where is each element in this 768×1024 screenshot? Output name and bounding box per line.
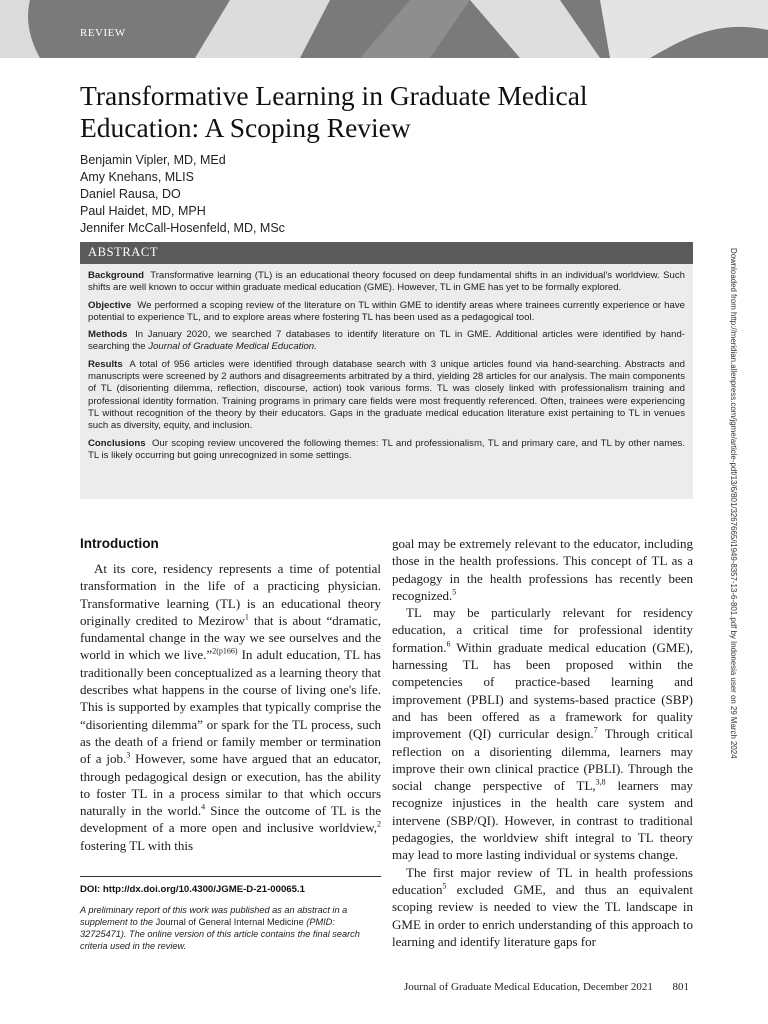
abstract-box bbox=[80, 242, 693, 499]
abstract-objective bbox=[88, 300, 685, 325]
author-name: Paul Haidet, MD, MPH bbox=[80, 204, 206, 218]
article-title: Transformative Learning in Graduate Medical Education: A Scoping Review bbox=[80, 80, 588, 143]
abstract-results bbox=[88, 359, 685, 433]
download-note: Downloaded from http://meridian.allenpress.com/jgme/article-pdf/13/6/801/3267665/i1949-8357-13-6-801.pdf by Indonesia user on 29 March 2024 bbox=[729, 248, 738, 759]
journal-name: Journal of Graduate Medical Education. bbox=[148, 341, 317, 353]
abstract-text: In January 2020, we searched 7 databases to identify literature on TL in GME. Additional articles were identified by hand-searching the bbox=[88, 329, 685, 353]
abstract-heading: ABSTRACT bbox=[80, 242, 693, 264]
footnote-text: A preliminary report of this work was published as an abstract in a supplement to the bbox=[80, 905, 348, 927]
abstract-text: Transformative learning (TL) is an educational theory focused on deep fundamental shifts in an individual's worldview. Such shifts are well known to occur within graduate medical education (GME). However, TL in GME has yet to be formally explored. bbox=[88, 270, 685, 294]
footnote-divider bbox=[80, 876, 381, 877]
section-label: REVIEW bbox=[80, 27, 126, 39]
footnote bbox=[80, 904, 381, 952]
author-name: Benjamin Vipler, MD, MEd bbox=[80, 153, 226, 167]
download-watermark bbox=[731, 248, 745, 778]
header-band bbox=[0, 0, 768, 58]
footnote-text: (PMID: 32725471). The online version of this article contains the final search criteria used in the review. bbox=[80, 917, 360, 951]
body-column-left: At its core, residency represents a time of potential transformation in the life of a practicing physician. Transformative learning (TL) is an educational theory originally credited to Mezirow$^1$ that is about “dramatic, fundamental change in the way we see ourselves and the world in which we live.”$^{2(p166)}$ In adult education, TL has traditionally been conceptualized as a learning theory that describes what happens in the course of living one's life. This is supported by examples that typically comprise the “disorienting dilemma” or spark for the TL process, such as the death of a friend or family member or termination of a job.$^3$ However, some have argued that an educator, through pedagogical design or execution, has the ability to foster TL in a process similar to that which occurs naturally in the world.$^4$ Since the outcome of TL is the development of a more open and inclusive worldview,$^2$ fostering TL with this bbox=[80, 561, 382, 853]
footnote-journal: Journal of General Internal Medicine bbox=[155, 917, 304, 927]
abstract-label: Conclusions bbox=[88, 437, 146, 449]
abstract-label: Results bbox=[88, 358, 123, 370]
abstract-methods bbox=[88, 329, 685, 354]
author-name: Amy Knehans, MLIS bbox=[80, 170, 194, 184]
abstract-background bbox=[88, 270, 685, 295]
abstract-label: Objective bbox=[88, 299, 132, 311]
doi-link[interactable]: DOI: http://dx.doi.org/10.4300/JGME-D-21-00065.1 bbox=[80, 884, 305, 895]
body-column-right: goal may be extremely relevant to the educator, including those in the health professions. This concept of TL as a pedagogy in the health professions has recently been recognized.$^5$ TL may be particularly relevant for residency education, a critical time for professional identity formation.$^6$ Within graduate medical education (GME), harnessing TL has been proposed within the competencies of practice-based learning and improvement (PBLI) and systems-based practice (SBP) and has been offered as a framework for quality improvement (QI) curricular design.$^7$ Through critical reflection on a disorienting dilemma, learners may improve their own clinical practice (PBLI). Through the social change perspective of TL,$^{3,8}$ learners may recognize injustices in the health care system and intervene (SBP/QI). However, in contrast to traditional pedagogies, the worldview shift integral to TL theory may lead to more lasting individual or systems change. The first major review of TL in health professions education$^5$ excluded GME, and thus an equivalent scoping review is needed to view the TL landscape in GME in order to enrich understanding of this approach to learning and identify literature gaps for bbox=[392, 536, 694, 949]
page-number: 801 bbox=[672, 981, 689, 993]
author-name: Daniel Rausa, DO bbox=[80, 187, 181, 201]
abstract-text: Our scoping review uncovered the following themes: TL and professionalism, TL and primary care, and TL by other names. TL is likely occurring but going unrecognized in some settings. bbox=[88, 437, 685, 461]
abstract-text: We performed a scoping review of the literature on TL within GME to identify areas where trainees currently experience or have potential to experience TL, and to explore areas where fostering TL has been used as a pedagogical tool. bbox=[88, 299, 685, 323]
abstract-label: Methods bbox=[88, 329, 128, 341]
footer-journal: Journal of Graduate Medical Education, December 2021 bbox=[404, 981, 653, 993]
abstract-text: A total of 956 articles were identified through database search with 3 unique articles found via hand-searching. Abstracts and manuscripts were screened by 2 authors and disagreements arbitrated by a third, yielding 28 articles for our analysis. The main components of TL (disorienting dilemma, reflection, discourse, action) took various forms. TL was closely linked with professionalism training and professional identity formation. Training programs in primary care fields were most frequently referenced. Often, trainees were experiencing TL without recognition of the theory by their educators. Gaps in the graduate medical education literature exist pertaining to TL in venues such as diversity, equity, and inclusion. bbox=[88, 358, 686, 432]
abstract-label: Background bbox=[88, 270, 144, 281]
author-name: Jennifer McCall-Hosenfeld, MD, MSc bbox=[80, 221, 285, 235]
author-list bbox=[80, 152, 285, 237]
page-footer bbox=[404, 981, 689, 993]
section-heading-introduction: Introduction bbox=[80, 536, 159, 551]
abstract-conclusions bbox=[88, 438, 685, 463]
